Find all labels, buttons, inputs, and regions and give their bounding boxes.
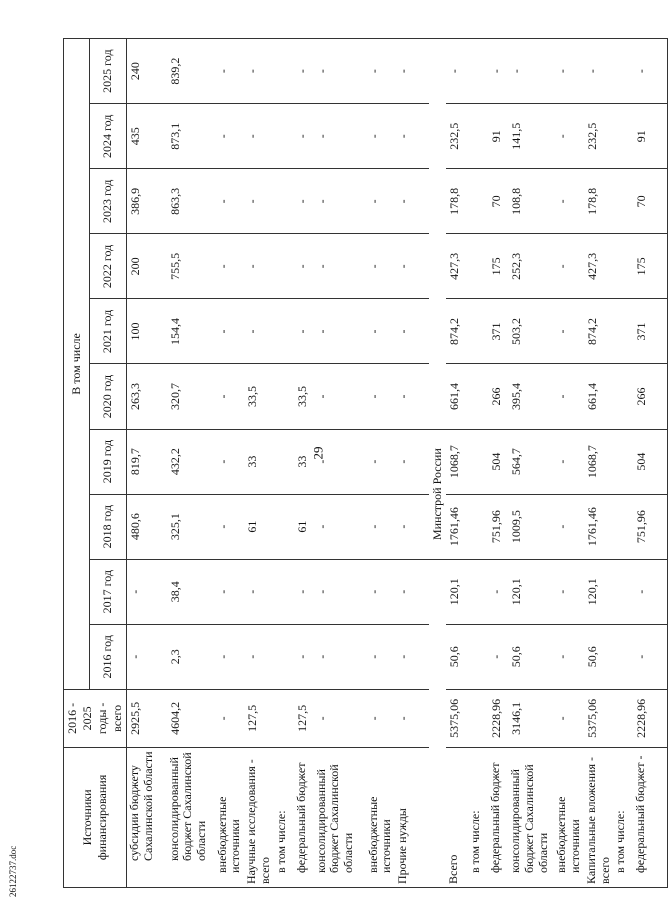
- header-year: 2021 год: [89, 299, 126, 364]
- row-value: 371: [488, 299, 508, 364]
- row-value: 175: [633, 234, 667, 299]
- row-value: 33: [244, 429, 274, 494]
- row-value: -: [215, 429, 245, 494]
- table-row: [613, 39, 633, 888]
- table-row: [244, 39, 274, 888]
- row-value: [468, 39, 488, 104]
- row-value: [274, 494, 294, 559]
- row-value: -: [314, 559, 366, 624]
- header-year: 2019 год: [89, 429, 126, 494]
- row-value: -: [366, 494, 396, 559]
- table-row: [584, 39, 614, 888]
- row-total: 127,5: [244, 689, 274, 747]
- table-row: [488, 39, 508, 888]
- row-value: -: [554, 494, 584, 559]
- row-total: 5375,06: [584, 689, 614, 747]
- row-value: -: [554, 429, 584, 494]
- row-value: -: [554, 104, 584, 169]
- row-value: -: [127, 624, 167, 689]
- row-value: -: [314, 39, 366, 104]
- row-total: 2228,96: [633, 689, 667, 747]
- row-label: Прочие нужды: [395, 747, 429, 887]
- row-value: 395,4: [508, 364, 554, 429]
- row-value: 751,96: [488, 494, 508, 559]
- row-value: -: [215, 234, 245, 299]
- header-year: 2016 год: [89, 624, 126, 689]
- row-value: -: [244, 39, 274, 104]
- row-label: федеральный бюджет: [294, 747, 314, 887]
- row-value: 564,7: [508, 429, 554, 494]
- row-value: [613, 429, 633, 494]
- row-label: внебюджетные источники: [215, 747, 245, 887]
- table-row: [366, 39, 396, 888]
- table-row: [395, 39, 429, 888]
- row-value: 751,96: [633, 494, 667, 559]
- table-row: [215, 39, 245, 888]
- row-value: -: [554, 624, 584, 689]
- row-value: -: [294, 299, 314, 364]
- row-value: 120,1: [508, 559, 554, 624]
- row-total: -: [215, 689, 245, 747]
- row-value: -: [215, 364, 245, 429]
- table-row: [633, 39, 667, 888]
- row-value: [274, 299, 294, 364]
- row-value: -: [244, 299, 274, 364]
- row-value: -: [314, 624, 366, 689]
- row-value: 91: [633, 104, 667, 169]
- row-value: -: [395, 39, 429, 104]
- row-value: -: [215, 494, 245, 559]
- row-value: 325,1: [167, 494, 215, 559]
- row-value: -: [244, 234, 274, 299]
- document-id: 26122737.doc: [8, 845, 18, 897]
- row-value: [613, 104, 633, 169]
- row-value: 1761,46: [446, 494, 468, 559]
- row-value: -: [633, 39, 667, 104]
- row-label: консолидированный бюджет Сахалинской области: [167, 747, 215, 887]
- row-label: Всего: [446, 747, 468, 887]
- table-row: [554, 39, 584, 888]
- row-value: 91: [488, 104, 508, 169]
- row-value: -: [554, 299, 584, 364]
- row-value: 200: [127, 234, 167, 299]
- row-value: -: [584, 39, 614, 104]
- row-value: -: [633, 624, 667, 689]
- row-value: -: [508, 39, 554, 104]
- row-value: -: [314, 299, 366, 364]
- row-value: -: [314, 169, 366, 234]
- row-label: консолидированный бюджет Сахалинской области: [508, 747, 554, 887]
- row-value: 1068,7: [446, 429, 468, 494]
- row-value: 503,2: [508, 299, 554, 364]
- row-value: 70: [633, 169, 667, 234]
- row-value: 175: [488, 234, 508, 299]
- row-value: [274, 364, 294, 429]
- row-value: -: [215, 39, 245, 104]
- row-value: [468, 169, 488, 234]
- row-value: -: [314, 429, 366, 494]
- row-value: [613, 169, 633, 234]
- row-value: -: [366, 429, 396, 494]
- row-value: 50,6: [508, 624, 554, 689]
- table-row: [468, 39, 488, 888]
- row-value: -: [215, 169, 245, 234]
- row-value: 504: [488, 429, 508, 494]
- row-value: 661,4: [446, 364, 468, 429]
- row-value: 108,8: [508, 169, 554, 234]
- row-value: [613, 299, 633, 364]
- row-value: 755,5: [167, 234, 215, 299]
- row-label: субсидии бюджету Сахалинской области: [127, 747, 167, 887]
- row-value: -: [395, 559, 429, 624]
- row-value: 232,5: [446, 104, 468, 169]
- row-value: [468, 104, 488, 169]
- row-value: 154,4: [167, 299, 215, 364]
- row-value: 320,7: [167, 364, 215, 429]
- row-value: -: [215, 299, 245, 364]
- header-year: 2020 год: [89, 364, 126, 429]
- row-value: -: [244, 169, 274, 234]
- row-value: -: [366, 104, 396, 169]
- row-value: [468, 429, 488, 494]
- row-total: 5375,06: [446, 689, 468, 747]
- row-total: -: [366, 689, 396, 747]
- row-value: -: [395, 429, 429, 494]
- table-row: [314, 39, 366, 888]
- row-value: [613, 494, 633, 559]
- row-value: 661,4: [584, 364, 614, 429]
- header-year: 2023 год: [89, 169, 126, 234]
- row-total: -: [554, 689, 584, 747]
- row-value: 178,8: [446, 169, 468, 234]
- row-value: -: [554, 364, 584, 429]
- row-value: -: [366, 39, 396, 104]
- table-row: [294, 39, 314, 888]
- row-value: 435: [127, 104, 167, 169]
- row-total: -: [314, 689, 366, 747]
- row-value: [613, 39, 633, 104]
- row-value: -: [294, 169, 314, 234]
- table-row: [127, 39, 167, 888]
- row-value: 61: [244, 494, 274, 559]
- header-total: 2016 - 2025 годы - всего: [64, 689, 127, 747]
- row-total: 2925,5: [127, 689, 167, 747]
- row-value: -: [395, 624, 429, 689]
- row-value: 240: [127, 39, 167, 104]
- row-total: [468, 689, 488, 747]
- row-value: [613, 234, 633, 299]
- row-value: -: [488, 624, 508, 689]
- row-value: -: [314, 234, 366, 299]
- row-value: -: [554, 169, 584, 234]
- row-total: 2228,96: [488, 689, 508, 747]
- row-value: 50,6: [446, 624, 468, 689]
- row-value: [613, 624, 633, 689]
- row-value: -: [314, 364, 366, 429]
- row-value: 1068,7: [584, 429, 614, 494]
- row-value: 480,6: [127, 494, 167, 559]
- header-year: 2024 год: [89, 104, 126, 169]
- row-value: 38,4: [167, 559, 215, 624]
- header-year: 2017 год: [89, 559, 126, 624]
- row-value: [468, 494, 488, 559]
- row-value: -: [446, 39, 468, 104]
- row-value: -: [314, 494, 366, 559]
- row-value: 432,2: [167, 429, 215, 494]
- row-value: [468, 234, 488, 299]
- row-value: -: [366, 234, 396, 299]
- row-value: 1009,5: [508, 494, 554, 559]
- row-value: 839,2: [167, 39, 215, 104]
- row-value: [274, 104, 294, 169]
- row-value: 33,5: [294, 364, 314, 429]
- financing-table-wrapper: [63, 38, 649, 888]
- row-value: -: [294, 624, 314, 689]
- row-value: -: [366, 299, 396, 364]
- row-value: 874,2: [446, 299, 468, 364]
- row-value: -: [215, 624, 245, 689]
- header-year: 2018 год: [89, 494, 126, 559]
- row-value: 1761,46: [584, 494, 614, 559]
- row-label: внебюджетные источники: [366, 747, 396, 887]
- financing-table: [63, 38, 668, 888]
- row-value: -: [366, 624, 396, 689]
- row-value: 33,5: [244, 364, 274, 429]
- row-value: -: [395, 299, 429, 364]
- row-value: 504: [633, 429, 667, 494]
- row-value: [274, 624, 294, 689]
- row-value: -: [488, 39, 508, 104]
- row-value: 2,3: [167, 624, 215, 689]
- row-value: 266: [488, 364, 508, 429]
- row-value: 263,3: [127, 364, 167, 429]
- row-value: 386,9: [127, 169, 167, 234]
- row-label: внебюджетные источники: [554, 747, 584, 887]
- row-value: [274, 559, 294, 624]
- row-value: -: [395, 494, 429, 559]
- row-value: -: [395, 364, 429, 429]
- row-value: [613, 559, 633, 624]
- row-value: -: [395, 234, 429, 299]
- row-label: в том числе:: [468, 747, 488, 887]
- row-total: 127,5: [294, 689, 314, 747]
- row-value: 33: [294, 429, 314, 494]
- row-value: 252,3: [508, 234, 554, 299]
- row-value: -: [294, 559, 314, 624]
- row-total: 3146,1: [508, 689, 554, 747]
- row-value: -: [294, 39, 314, 104]
- row-value: [274, 429, 294, 494]
- page-number: 29: [310, 446, 326, 460]
- row-value: -: [366, 364, 396, 429]
- spacer-cell: [429, 39, 446, 430]
- row-value: -: [314, 104, 366, 169]
- row-value: 427,3: [446, 234, 468, 299]
- row-value: -: [244, 624, 274, 689]
- row-value: 874,2: [584, 299, 614, 364]
- row-value: -: [294, 104, 314, 169]
- row-label: Научные исследования - всего: [244, 747, 274, 887]
- row-value: -: [554, 559, 584, 624]
- row-total: [274, 689, 294, 747]
- row-value: 120,1: [446, 559, 468, 624]
- row-label: Капитальные вложения - всего: [584, 747, 614, 887]
- row-value: 266: [633, 364, 667, 429]
- header-year: 2022 год: [89, 234, 126, 299]
- header-year: 2025 год: [89, 39, 126, 104]
- row-value: -: [366, 559, 396, 624]
- row-value: [468, 299, 488, 364]
- header-source: Источники финансирования: [64, 747, 127, 887]
- row-value: -: [215, 104, 245, 169]
- row-total: -: [395, 689, 429, 747]
- row-value: -: [215, 559, 245, 624]
- row-value: -: [554, 39, 584, 104]
- row-value: -: [366, 169, 396, 234]
- row-value: 819,7: [127, 429, 167, 494]
- header-group: В том числе: [64, 39, 90, 690]
- row-value: 178,8: [584, 169, 614, 234]
- row-value: 120,1: [584, 559, 614, 624]
- row-total: 4604,2: [167, 689, 215, 747]
- row-value: 50,6: [584, 624, 614, 689]
- row-label: федеральный бюджет -: [633, 747, 667, 887]
- row-value: -: [488, 559, 508, 624]
- row-label: в том числе:: [613, 747, 633, 887]
- row-value: -: [395, 169, 429, 234]
- spacer-cell: [429, 559, 446, 887]
- row-value: [468, 364, 488, 429]
- row-value: [468, 624, 488, 689]
- row-value: [274, 39, 294, 104]
- row-value: -: [554, 234, 584, 299]
- section-label: Минстрой России: [429, 429, 446, 559]
- row-value: 427,3: [584, 234, 614, 299]
- row-value: 100: [127, 299, 167, 364]
- row-value: [274, 234, 294, 299]
- table-row: [274, 39, 294, 888]
- row-value: 61: [294, 494, 314, 559]
- row-value: [468, 559, 488, 624]
- row-label: в том числе:: [274, 747, 294, 887]
- table-row: [446, 39, 468, 888]
- row-value: 863,3: [167, 169, 215, 234]
- row-label: консолидированный бюджет Сахалинской области: [314, 747, 366, 887]
- row-value: -: [633, 559, 667, 624]
- row-value: 232,5: [584, 104, 614, 169]
- row-total: [613, 689, 633, 747]
- row-value: -: [127, 559, 167, 624]
- table-row: [508, 39, 554, 888]
- row-value: 873,1: [167, 104, 215, 169]
- row-value: -: [294, 234, 314, 299]
- row-value: 70: [488, 169, 508, 234]
- row-value: 141,5: [508, 104, 554, 169]
- row-value: -: [244, 104, 274, 169]
- row-value: 371: [633, 299, 667, 364]
- row-label: федеральный бюджет: [488, 747, 508, 887]
- row-value: [613, 364, 633, 429]
- row-value: -: [244, 559, 274, 624]
- table-row: [167, 39, 215, 888]
- row-value: -: [395, 104, 429, 169]
- row-value: [274, 169, 294, 234]
